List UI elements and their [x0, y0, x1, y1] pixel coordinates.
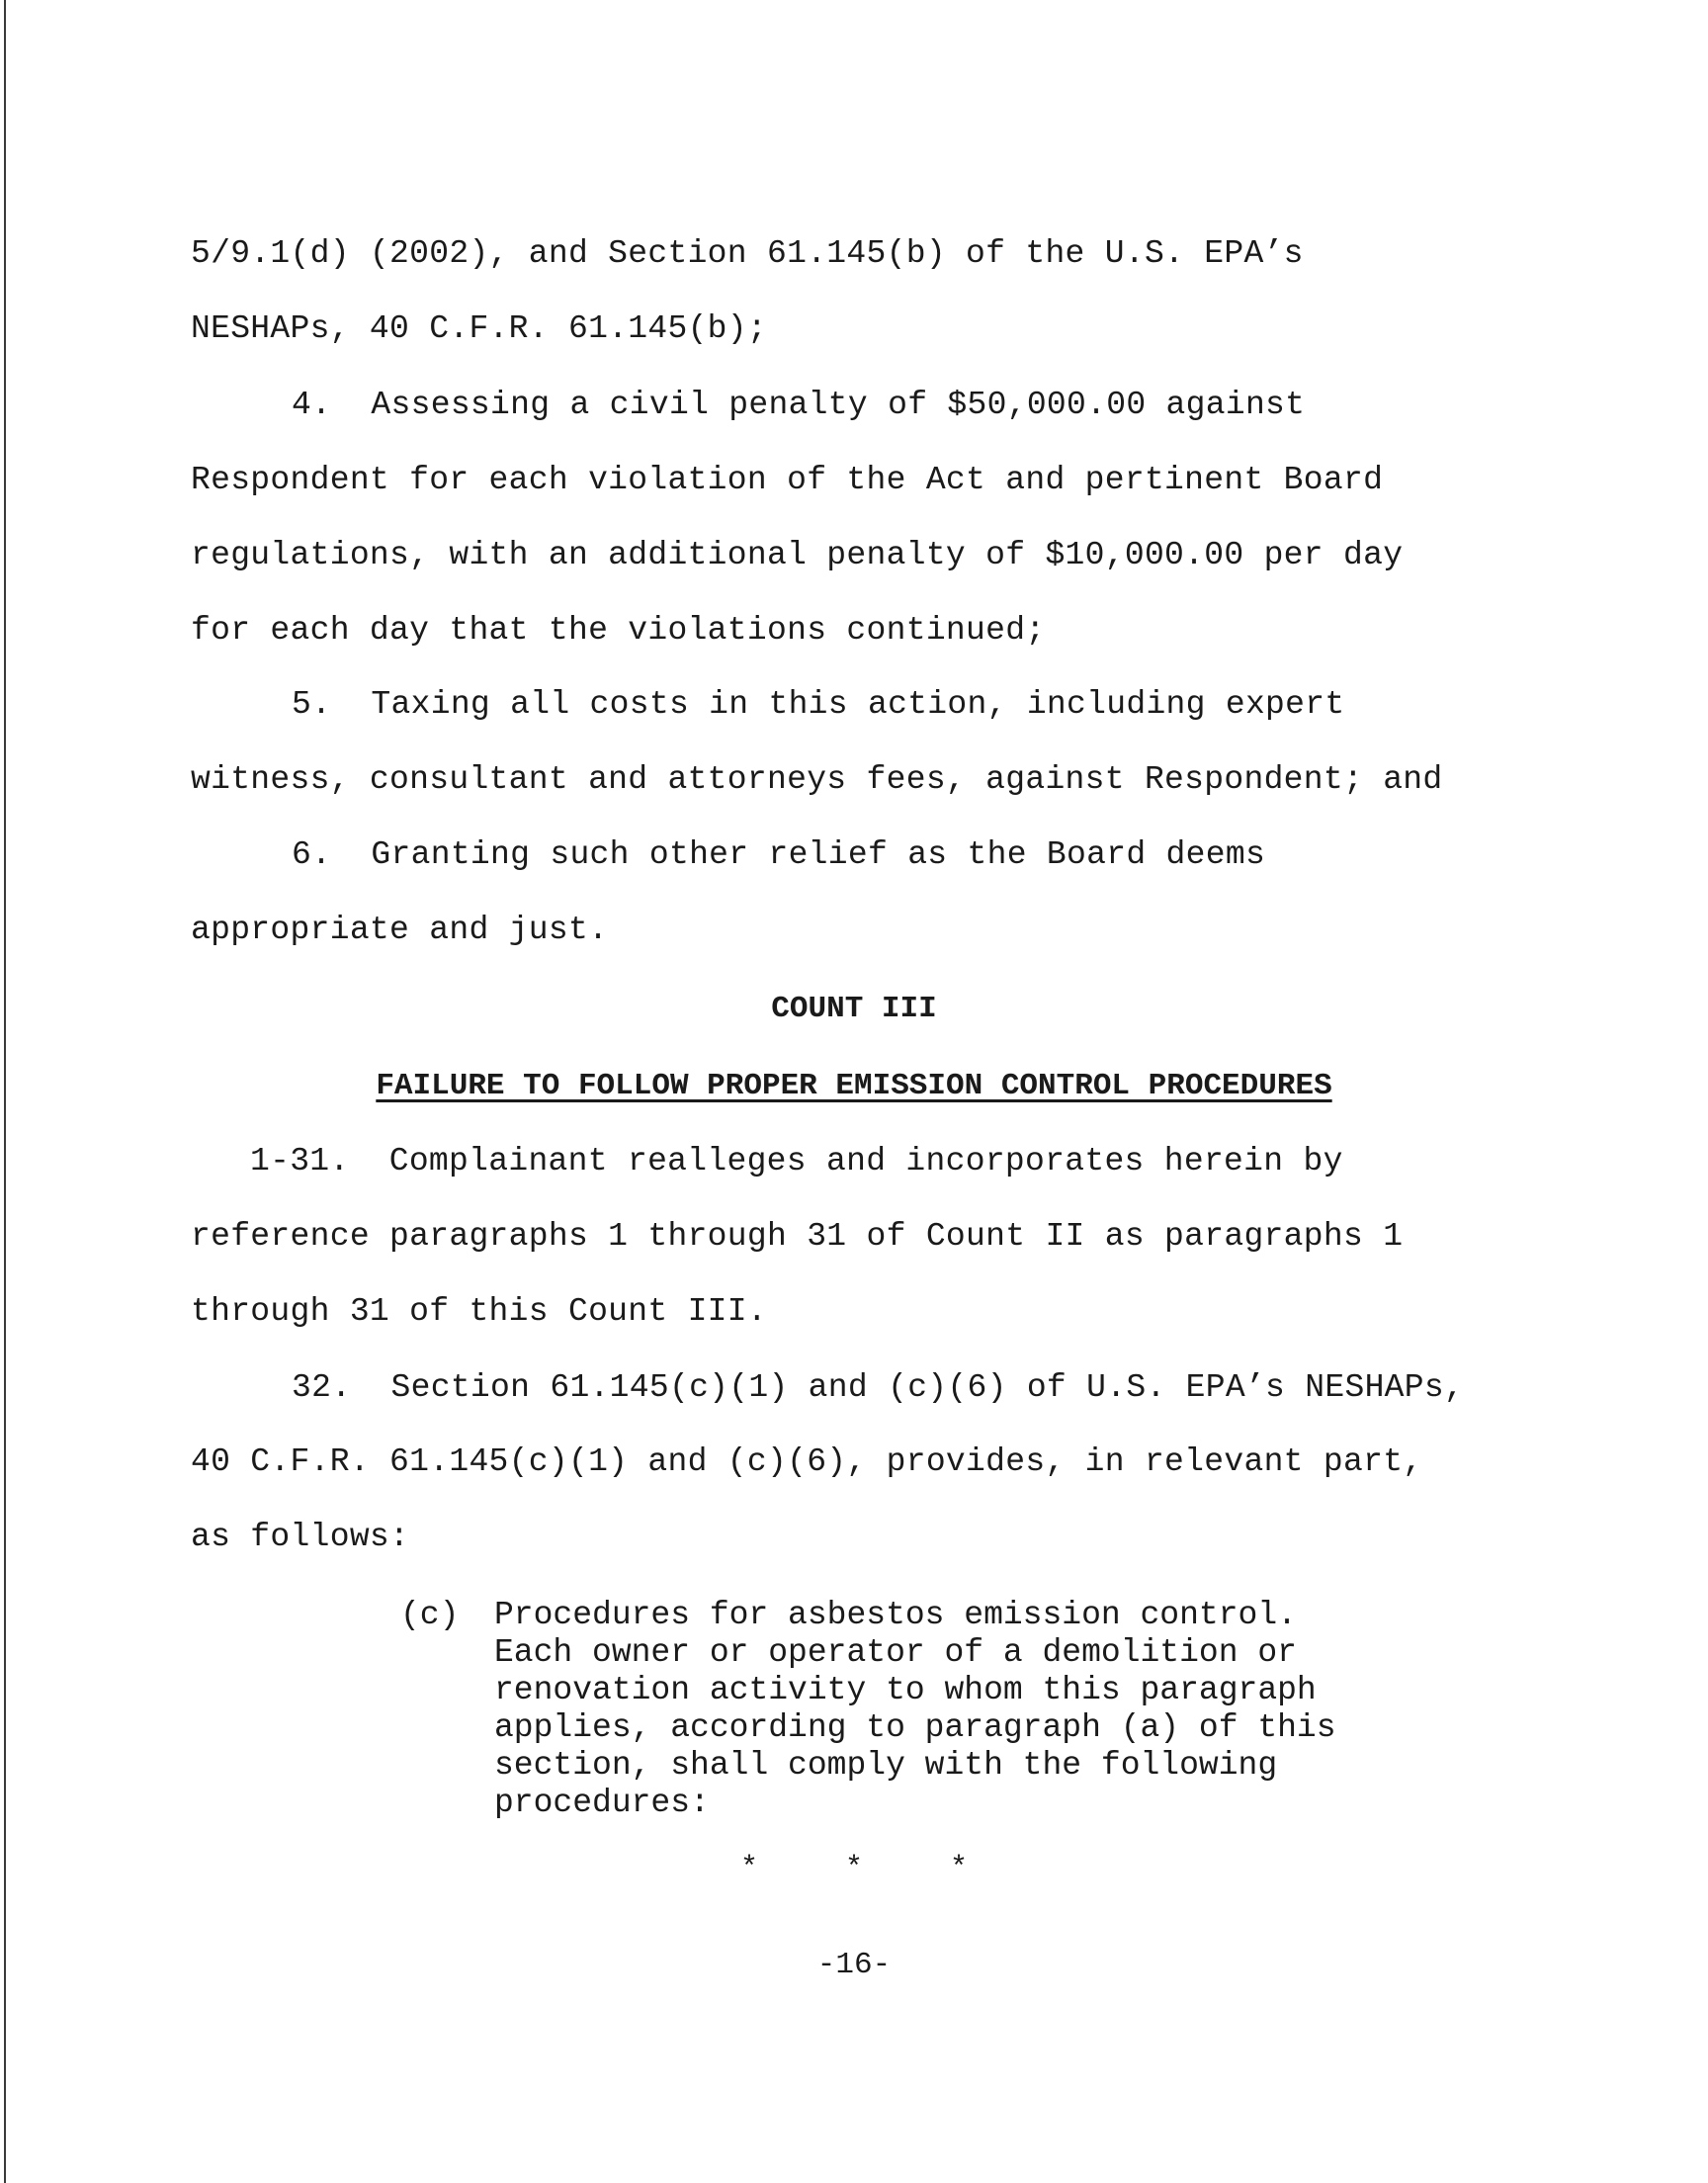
quote-line: Procedures for asbestos emission control.: [494, 1597, 1297, 1633]
page-number: -16-: [816, 1948, 892, 1982]
quote-line: Each owner or operator of a demolition or: [494, 1634, 1297, 1671]
body-line: NESHAPs, 40 C.F.R. 61.145(b);: [191, 310, 767, 347]
body-line: as follows:: [191, 1519, 410, 1555]
body-line: for each day that the violations continued;: [191, 612, 1046, 649]
body-line: appropriate and just.: [191, 912, 609, 948]
paragraph-32: 32. Section 61.145(c)(1) and (c)(6) of U.S. EPA’s NESHAPs,: [292, 1369, 1465, 1406]
prayer-item-5: 5. Taxing all costs in this action, including expert: [292, 686, 1345, 723]
body-line: through 31 of this Count III.: [191, 1293, 767, 1330]
body-line: Respondent for each violation of the Act and pertinent Board: [191, 462, 1384, 498]
body-line: witness, consultant and attorneys fees, against Respondent; and: [191, 761, 1443, 798]
body-line: regulations, with an additional penalty of $10,000.00 per day: [191, 537, 1404, 573]
body-line: 5/9.1(d) (2002), and Section 61.145(b) of the U.S. EPA’s: [191, 235, 1304, 272]
count-heading: COUNT III: [771, 992, 937, 1026]
quote-line: applies, according to paragraph (a) of this: [494, 1709, 1336, 1746]
quote-line: section, shall comply with the following: [494, 1747, 1278, 1784]
omission-asterisks: * * *: [739, 1852, 968, 1885]
count-subheading: [0, 1067, 1708, 1106]
prayer-item-6: 6. Granting such other relief as the Board deems: [292, 836, 1266, 873]
prayer-item-4: 4. Assessing a civil penalty of $50,000.00 against: [292, 387, 1306, 423]
quote-label: (c): [400, 1597, 460, 1633]
body-line: reference paragraphs 1 through 31 of Count II as paragraphs 1: [191, 1218, 1404, 1255]
quote-line: procedures:: [494, 1785, 710, 1821]
count-subheading-text: FAILURE TO FOLLOW PROPER EMISSION CONTROL PROCEDURES: [376, 1069, 1332, 1103]
quote-line: renovation activity to whom this paragraph: [494, 1672, 1317, 1708]
paragraph-1-31: 1-31. Complainant realleges and incorporates herein by: [250, 1143, 1343, 1179]
body-line: 40 C.F.R. 61.145(c)(1) and (c)(6), provides, in relevant part,: [191, 1443, 1423, 1480]
